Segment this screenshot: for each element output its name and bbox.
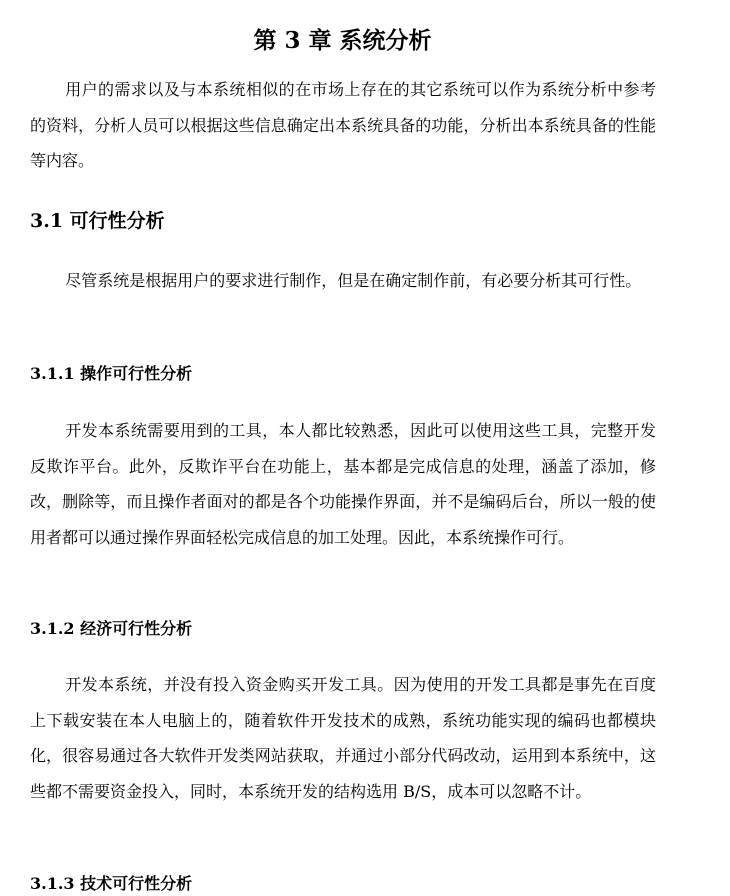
intro-paragraph: 用户的需求以及与本系统相似的在市场上存在的其它系统可以作为系统分析中参考的资料，分析人员可以根据这些信息确定出本系统具备的功能，分析出本系统具备的性能等内容。	[30, 80, 656, 170]
section-3-1-3-heading: 3.1.3 技术可行性分析	[30, 874, 193, 893]
section-3-1-2-heading: 3.1.2 经济可行性分析	[30, 619, 193, 638]
chapter-title	[0, 25, 685, 57]
section-3-1-1-paragraph: 开发本系统需要用到的工具，本人都比较熟悉，因此可以使用这些工具，完整开发反欺诈平台。此外，反欺诈平台在功能上，基本都是完成信息的处理，涵盖了添加，修改，删除等，而且操作者面对的都是各个功能操作界面，并不是编码后台，所以一般的使用者都可以通过操作界面轻松完成信息的加工处理。因此，本系统操作可行。	[30, 421, 656, 547]
section-3-1-1-heading: 3.1.1 操作可行性分析	[30, 364, 193, 383]
section-3-1-paragraph: 尽管系统是根据用户的要求进行制作，但是在确定制作前，有必要分析其可行性。	[65, 271, 642, 290]
section-3-1-heading: 3.1 可行性分析	[30, 210, 165, 232]
section-3-1-2-paragraph: 开发本系统，并没有投入资金购买开发工具。因为使用的开发工具都是事先在百度上下载安装在本人电脑上的，随着软件开发技术的成熟，系统功能实现的编码也都模块化，很容易通过各大软件开发类网站获取，并通过小部分代码改动，运用到本系统中，这些都不需要资金投入，同时，本系统开发的结构选用 B/S，成本可以忽略不计。	[30, 675, 656, 801]
chapter-title-text: 第 3 章 系统分析	[253, 27, 432, 55]
